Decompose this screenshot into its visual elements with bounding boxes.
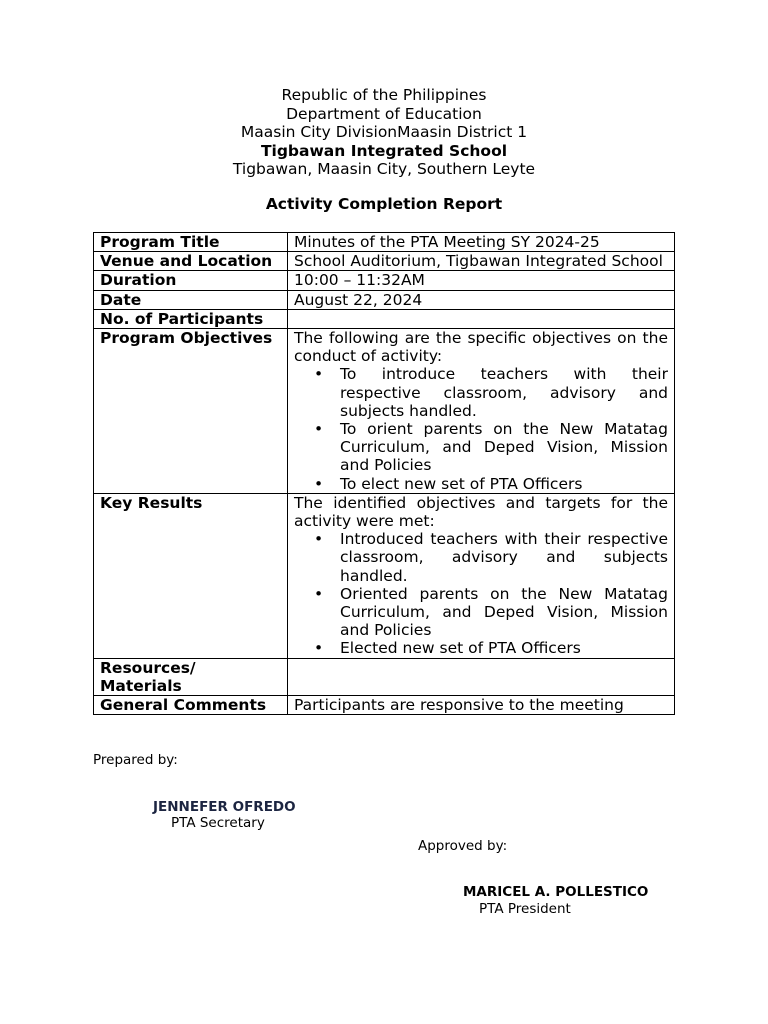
header-country: Republic of the Philippines bbox=[281, 86, 487, 104]
resources-label: Resources/ Materials bbox=[94, 658, 288, 695]
participants-label: No. of Participants bbox=[94, 309, 288, 328]
table-row bbox=[94, 233, 675, 252]
list-item bbox=[294, 365, 668, 420]
table-row bbox=[94, 493, 675, 658]
bullet-icon: • bbox=[314, 365, 324, 384]
bullet-icon: • bbox=[314, 420, 324, 439]
key-results-value bbox=[288, 493, 675, 658]
objectives-value bbox=[288, 329, 675, 494]
table-row bbox=[94, 309, 675, 328]
result-text: Elected new set of PTA Officers bbox=[340, 639, 581, 658]
resources-value bbox=[288, 658, 675, 695]
header-department: Department of Education bbox=[286, 104, 482, 123]
objectives-label: Program Objectives bbox=[94, 329, 288, 494]
table-row bbox=[94, 658, 675, 695]
list-item bbox=[294, 639, 668, 657]
list-item bbox=[294, 585, 668, 640]
objective-text: To orient parents on the New Matatag Curriculum, and Deped Vision, Mission and Policies bbox=[340, 420, 668, 475]
objective-text: To elect new set of PTA Officers bbox=[340, 474, 583, 493]
program-title-value: Minutes of the PTA Meeting SY 2024-25 bbox=[288, 233, 675, 252]
approved-by-name: MARICEL A. POLLESTICO bbox=[463, 884, 649, 900]
comments-label: General Comments bbox=[94, 696, 288, 715]
table-row bbox=[94, 329, 675, 494]
approved-by-label: Approved by: bbox=[418, 838, 508, 854]
table-row bbox=[94, 290, 675, 309]
list-item bbox=[294, 420, 668, 475]
objectives-intro: The following are the specific objectives on the conduct of activity: bbox=[294, 329, 668, 366]
objectives-list bbox=[294, 365, 668, 492]
result-text: Oriented parents on the New Matatag Curriculum, and Deped Vision, Mission and Policies bbox=[340, 584, 668, 640]
header-school-name: Tigbawan Integrated School bbox=[260, 141, 508, 160]
comments-value: Participants are responsive to the meeting bbox=[288, 696, 675, 715]
date-label: Date bbox=[94, 290, 288, 309]
result-text: Introduced teachers with their respective classroom, advisory and subjects handled. bbox=[340, 530, 668, 585]
report-table bbox=[93, 232, 675, 715]
table-row bbox=[94, 271, 675, 290]
table-row bbox=[94, 252, 675, 271]
participants-value bbox=[288, 309, 675, 328]
venue-label: Venue and Location bbox=[94, 252, 288, 271]
venue-value: School Auditorium, Tigbawan Integrated School bbox=[288, 252, 675, 271]
key-results-intro: The identified objectives and targets for the activity were met: bbox=[294, 493, 668, 531]
table-row bbox=[94, 696, 675, 715]
duration-label: Duration bbox=[94, 271, 288, 290]
prepared-by-name: JENNEFER OFREDO bbox=[153, 799, 296, 815]
key-results-list bbox=[294, 530, 668, 657]
duration-value: 10:00 – 11:32AM bbox=[288, 271, 675, 290]
objective-text: To introduce teachers with their respective classroom, advisory and subjects handled. bbox=[340, 365, 668, 420]
bullet-icon: • bbox=[314, 639, 324, 658]
document-header bbox=[0, 86, 768, 179]
prepared-by-label: Prepared by: bbox=[93, 752, 178, 768]
bullet-icon: • bbox=[314, 474, 324, 493]
bullet-icon: • bbox=[314, 530, 324, 549]
date-value: August 22, 2024 bbox=[288, 290, 675, 309]
bullet-icon: • bbox=[314, 584, 324, 603]
list-item bbox=[294, 475, 668, 493]
prepared-by-position: PTA Secretary bbox=[171, 815, 265, 831]
program-title-label: Program Title bbox=[94, 233, 288, 252]
key-results-label: Key Results bbox=[94, 493, 288, 658]
report-title: Activity Completion Report bbox=[265, 195, 503, 213]
header-address: Tigbawan, Maasin City, Southern Leyte bbox=[232, 160, 536, 178]
header-division: Maasin City DivisionMaasin District 1 bbox=[240, 123, 528, 141]
list-item bbox=[294, 530, 668, 585]
approved-by-position: PTA President bbox=[479, 901, 571, 917]
